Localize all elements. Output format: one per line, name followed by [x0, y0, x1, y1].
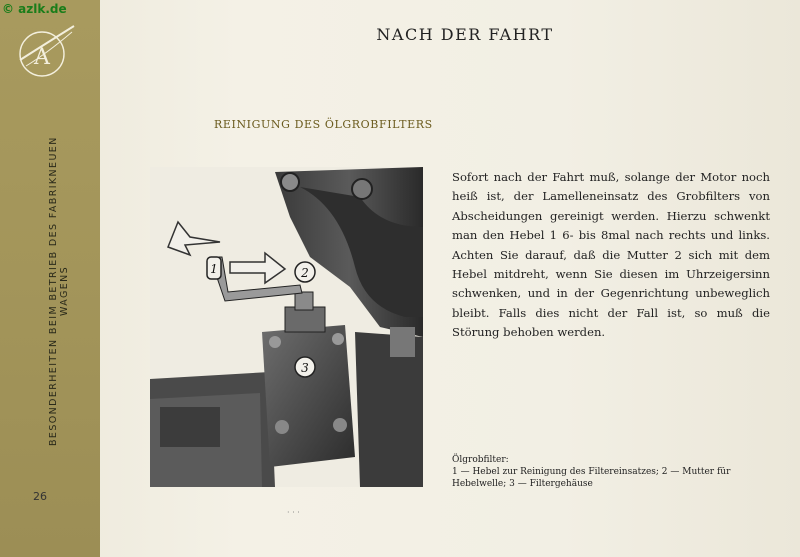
- caption-title: Ölgrobfilter:: [452, 455, 509, 465]
- engine-photo: [150, 167, 423, 487]
- callout-1: [207, 257, 221, 279]
- svg-text:3: 3: [301, 361, 309, 375]
- figure-caption: [452, 454, 782, 490]
- brand-logo-icon: [12, 16, 78, 82]
- sidebar-strip: [0, 0, 100, 557]
- caption-text: 1 — Hebel zur Reinigung des Filtereinsatzes; 2 — Mutter für Hebelwelle; 3 — Filtergehäuse: [452, 467, 731, 489]
- body-paragraph: Sofort nach der Fahrt muß, solange der Motor noch heiß ist, der Lamelleneinsatz des Grobfilters von Abscheidungen gereinigt werden. Hierzu schwenkt man den Hebel 1 6- bis 8mal nach rechts und links. Achten Sie darauf, daß die Mutter 2 sich mit dem Hebel mitdreht, wenn Sie diesen im Uhrzeigersinn schwenken, und in der Gegenrichtung unbeweglich bleibt. Falls dies nicht der Fall ist, so muß die Störung behoben werden.: [452, 170, 770, 340]
- svg-text:2: 2: [301, 266, 309, 280]
- oil-filter-illustration: [150, 167, 423, 487]
- section-heading: REINIGUNG DES ÖLGROBFILTERS: [214, 118, 433, 131]
- sidebar-vertical-text: BESONDERHEITEN BEIM BETRIEB DES FABRIKNEUEN WAGENS: [48, 136, 70, 446]
- callout-2: [295, 262, 315, 282]
- logo-letter: A: [34, 45, 50, 70]
- page-title: NACH DER FAHRT: [376, 25, 554, 44]
- callout-3: [295, 357, 315, 377]
- page-number: 26: [33, 490, 47, 503]
- scan-artifact: · · ·: [287, 508, 300, 517]
- watermark: © azlk.de: [2, 2, 67, 16]
- svg-text:1: 1: [210, 262, 218, 276]
